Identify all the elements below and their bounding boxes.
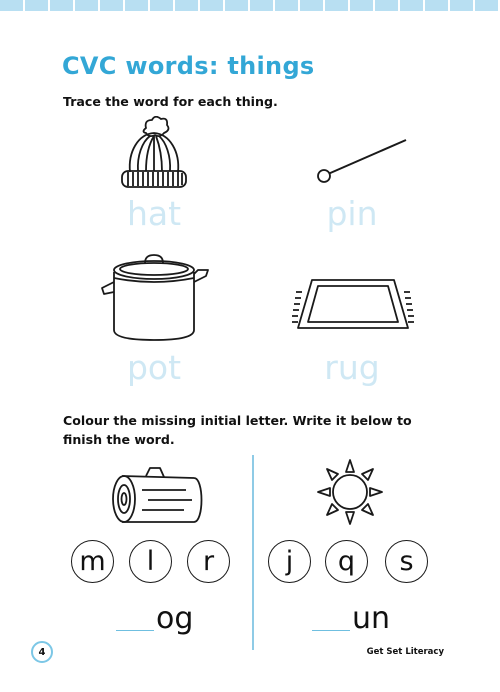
trace-word-hat: hat — [126, 194, 182, 233]
page-title: CVC words: things — [62, 52, 315, 80]
letter-option-r[interactable]: r — [187, 540, 230, 583]
letter-option-l[interactable]: l — [129, 540, 172, 583]
colour-instruction: Colour the missing initial letter. Write it below to finish the word. — [63, 413, 412, 447]
sun-icon — [314, 456, 386, 528]
trace-word-rug: rug — [324, 348, 380, 387]
trace-word-pin: pin — [326, 194, 378, 233]
word-ending-og: og — [156, 601, 194, 636]
letter-option-s[interactable]: s — [385, 540, 428, 583]
trace-instruction: Trace the word for each thing. — [63, 94, 278, 109]
answer-blank-sun[interactable] — [312, 630, 350, 631]
top-border-strip — [0, 0, 500, 11]
answer-blank-log[interactable] — [116, 630, 154, 631]
pot-icon — [98, 252, 210, 344]
letter-option-m[interactable]: m — [71, 540, 114, 583]
trace-word-pot: pot — [126, 348, 182, 387]
letter-option-q[interactable]: q — [325, 540, 368, 583]
pin-icon — [312, 136, 412, 188]
letter-option-j[interactable]: j — [268, 540, 311, 583]
footer-brand: Get Set Literacy — [366, 647, 444, 657]
word-ending-un: un — [352, 601, 391, 636]
column-divider — [252, 455, 254, 650]
rug-icon — [290, 276, 416, 336]
hat-icon — [116, 116, 192, 192]
log-icon — [108, 464, 206, 528]
page-number-badge: 4 — [31, 641, 53, 663]
